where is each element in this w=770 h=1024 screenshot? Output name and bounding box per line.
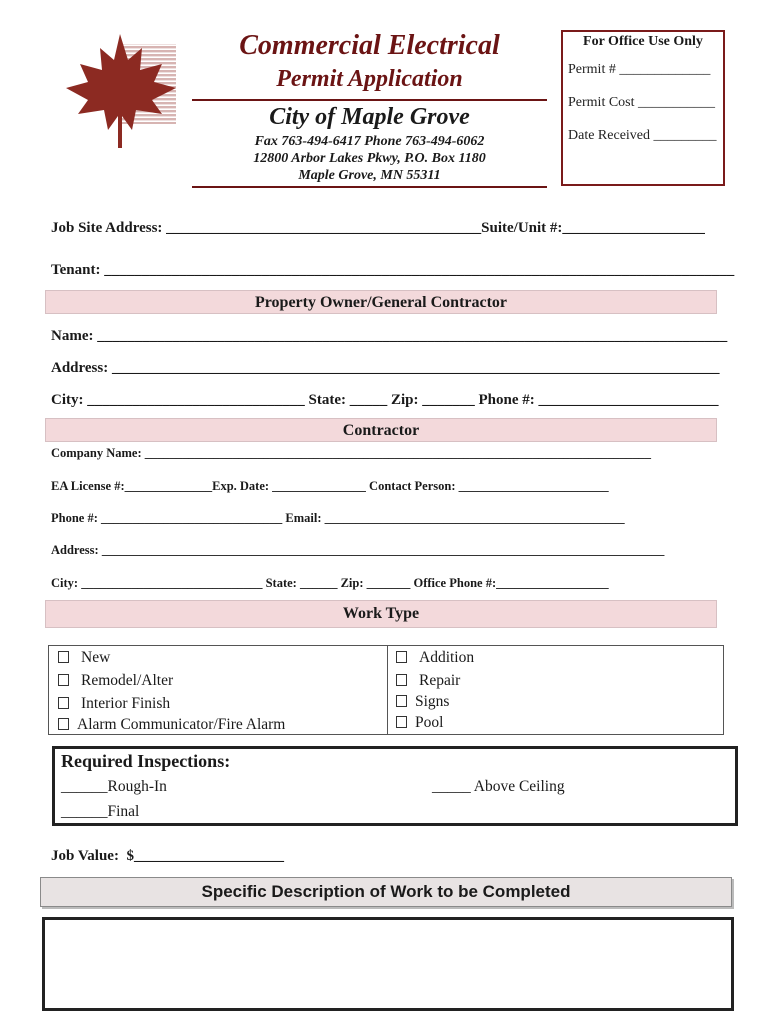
work-type-heading: Work Type <box>342 605 420 622</box>
checkbox-icon[interactable] <box>58 674 69 686</box>
checkbox-icon[interactable] <box>396 716 407 728</box>
work-type-remodel-checkbox[interactable] <box>58 672 173 690</box>
job-site-address-field[interactable]: Job Site Address: __________________________________________Suite/Unit #:___________________ <box>51 220 705 236</box>
permit-cost-field[interactable]: Permit Cost ___________ <box>568 95 716 110</box>
checkbox-icon[interactable] <box>396 695 407 707</box>
contractor-section-heading: Contractor <box>342 422 420 439</box>
checkbox-icon[interactable] <box>58 651 69 663</box>
license-exp-contact-field[interactable]: EA License #:______________Exp. Date: _______________ Contact Person: ________________________ <box>51 479 609 493</box>
checkbox-icon[interactable] <box>396 651 407 663</box>
job-value-label: Job Value: <box>51 848 119 864</box>
permit-number-field[interactable]: Permit # _____________ <box>568 62 711 77</box>
job-value-row[interactable] <box>51 848 284 865</box>
work-type-signs-label: Signs <box>415 693 450 710</box>
work-type-interior-checkbox[interactable] <box>58 695 170 713</box>
checkbox-icon[interactable] <box>58 718 69 730</box>
owner-city-state-zip-phone-field[interactable]: City: _____________________________ State: _____ Zip: _______ Phone #: ________________________ <box>51 392 719 408</box>
contact-city: Maple Grove, MN 55311 <box>298 168 441 183</box>
description-heading: Specific Description of Work to be Completed <box>201 882 571 901</box>
work-type-remodel-label: Remodel/Alter <box>81 672 174 689</box>
rough-in-field[interactable]: ______Rough-In <box>61 778 167 795</box>
work-type-addition-label: Addition <box>419 649 475 666</box>
work-type-alarm-checkbox[interactable] <box>58 716 285 734</box>
contact-address: 12800 Arbor Lakes Pkwy, P.O. Box 1180 <box>253 151 486 166</box>
contact-phone-fax: Fax 763-494-6417 Phone 763-494-6062 <box>254 134 485 149</box>
owner-section-heading: Property Owner/General Contractor <box>254 294 508 311</box>
work-type-pool-label: Pool <box>415 714 444 731</box>
tenant-field[interactable]: Tenant: ____________________________________________________________________________________ <box>51 262 735 278</box>
company-name-field[interactable]: Company Name: _________________________________________________________________________________ <box>51 446 651 460</box>
checkbox-icon[interactable] <box>58 697 69 709</box>
job-value-field[interactable]: $____________________ <box>118 848 284 864</box>
work-type-alarm-label: Alarm Communicator/Fire Alarm <box>77 716 286 733</box>
form-title: Commercial Electrical <box>239 30 500 61</box>
work-type-interior-label: Interior Finish <box>81 695 171 712</box>
header-bottom-rule <box>192 186 547 188</box>
work-type-repair-label: Repair <box>419 672 461 689</box>
contractor-phone-email-field[interactable]: Phone #: _____________________________ Email: ________________________________________________ <box>51 511 625 525</box>
date-received-field[interactable]: Date Received _________ <box>568 128 717 143</box>
final-field[interactable]: ______Final <box>61 803 140 820</box>
description-textarea[interactable] <box>42 917 734 1011</box>
header-divider <box>192 99 547 101</box>
work-type-addition-checkbox[interactable] <box>396 649 474 667</box>
work-type-new-label: New <box>81 649 111 666</box>
contractor-city-state-zip-phone-field[interactable]: City: _____________________________ State: ______ Zip: _______ Office Phone #:__________________ <box>51 576 609 590</box>
city-name: City of Maple Grove <box>269 104 470 130</box>
work-type-new-checkbox[interactable] <box>58 649 110 667</box>
owner-address-field[interactable]: Address: _________________________________________________________________________________ <box>51 360 720 376</box>
above-ceiling-field[interactable]: _____ Above Ceiling <box>432 778 565 795</box>
work-type-signs-checkbox[interactable] <box>396 693 449 711</box>
inspections-heading: Required Inspections: <box>61 751 231 771</box>
work-type-repair-checkbox[interactable] <box>396 672 460 690</box>
owner-name-field[interactable]: Name: ____________________________________________________________________________________ <box>51 328 728 344</box>
checkbox-icon[interactable] <box>396 674 407 686</box>
office-use-title: For Office Use Only <box>583 34 703 49</box>
contractor-address-field[interactable]: Address: __________________________________________________________________________________________ <box>51 543 665 557</box>
work-type-divider <box>387 645 388 735</box>
work-type-pool-checkbox[interactable] <box>396 714 443 732</box>
maple-leaf-icon <box>62 30 182 150</box>
form-subtitle: Permit Application <box>276 66 463 92</box>
